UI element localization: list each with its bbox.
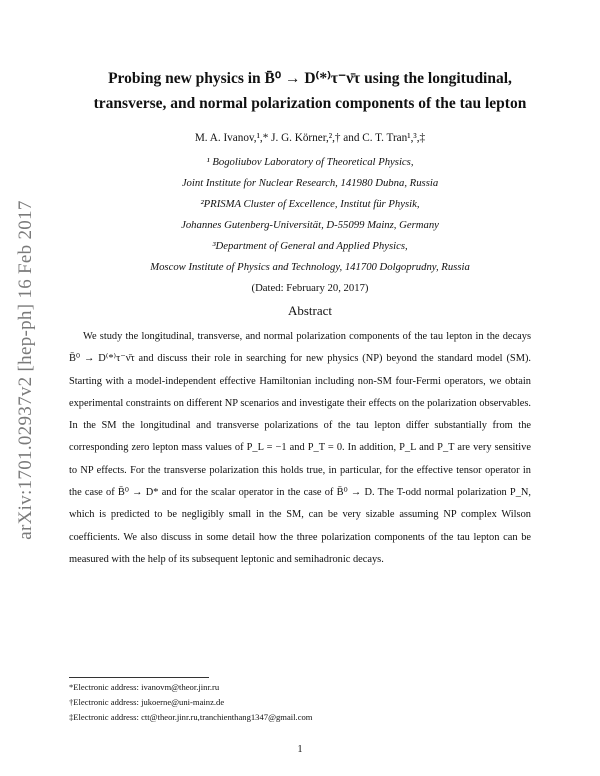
affiliation-line: ³Department of General and Applied Physics,: [212, 240, 408, 252]
date-line: (Dated: February 20, 2017): [251, 282, 369, 294]
footnote-email-1: *Electronic address: ivanovm@theor.jinr.ru: [69, 682, 220, 692]
affiliation-line: ¹ Bogoliubov Laboratory of Theoretical Physics,: [206, 156, 414, 168]
paper-title-line-2: transverse, and normal polarization components of the tau lepton: [93, 95, 527, 112]
author-list: M. A. Ivanov,¹,* J. G. Körner,²,† and C. T. Tran¹,³,‡: [194, 132, 426, 144]
footnote-divider: [69, 677, 209, 678]
footnote-email-3: ‡Electronic address: ctt@theor.jinr.ru,tranchienthang1347@gmail.com: [69, 712, 313, 722]
affiliation-line: Joint Institute for Nuclear Research, 141980 Dubna, Russia: [181, 177, 439, 189]
affiliation-line: Moscow Institute of Physics and Technology, 141700 Dolgoprudny, Russia: [150, 261, 470, 273]
abstract-heading: Abstract: [287, 303, 333, 318]
affiliation-line: Johannes Gutenberg-Universität, D-55099 Mainz, Germany: [181, 219, 439, 231]
abstract-body: We study the longitudinal, transverse, and normal polarization components of the tau lepton in the decays B̄⁰ → D⁽*⁾τ⁻ν̄τ and discuss their role in searching for new physics (NP) beyond the standard model (SM). Starting with a model-independent effective Hamiltonian including non-SM four-Fermi operators, we obtain experimental constraints on different NP scenarios and investigate their effects on the polarization observables. In the SM the longitudinal and transverse polarizations of the tau lepton differ substantially from the corresponding zero lepton mass values of P_L = −1 and P_T = 0. In addition, P_L and P_T are very sensitive to NP effects. For the transverse polarization this holds true, in particular, for the effective tensor operator in the case of B̄⁰ → D* and for the scalar operator in the case of B̄⁰ → D. The T-odd normal polarization P_N, which is predicted to be negligibly small in the SM, can be very sizable assuming NP complex Wilson coefficients. We also discuss in some detail how the three polarization components of the tau lepton can be measured with the help of its subsequent leptonic and semihadronic decays.: [69, 331, 531, 565]
footnote-email-2: †Electronic address: jukoerne@uni-mainz.de: [69, 697, 225, 707]
page-number: 1: [297, 744, 303, 755]
paper-title-line-1: Probing new physics in B̄⁰ → D⁽*⁾τ⁻ν̄τ using the longitudinal,: [108, 70, 512, 87]
affiliation-line: ²PRISMA Cluster of Excellence, Institut für Physik,: [200, 198, 420, 210]
arxiv-watermark: [14, 180, 38, 560]
arxiv-identifier: arXiv:1701.02937v2 [hep-ph] 16 Feb 2017: [15, 200, 36, 540]
